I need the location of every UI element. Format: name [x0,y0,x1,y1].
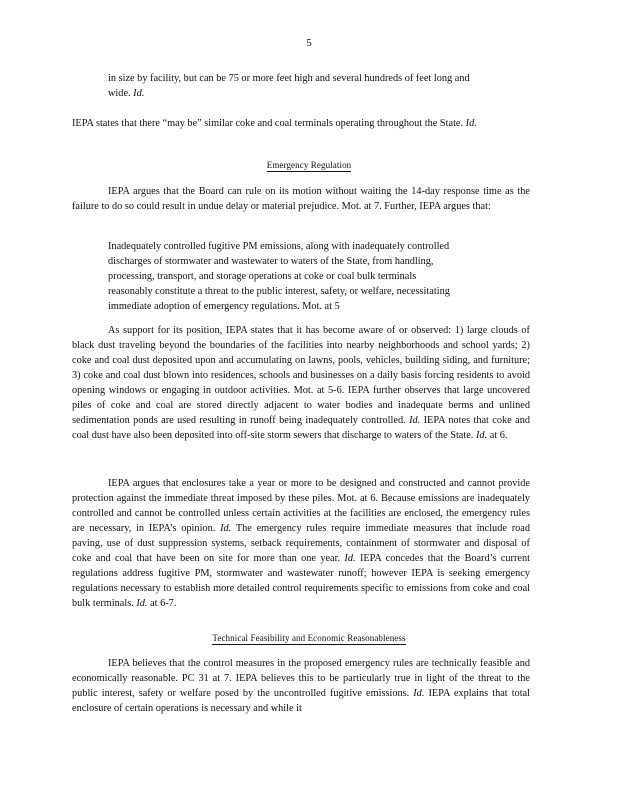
block-quote [108,239,458,314]
paragraph-text: at 6. [489,430,508,441]
paragraph-text: at 6-7. [150,598,177,609]
enclosures-paragraph [72,476,530,611]
believes-paragraph [72,656,530,716]
section-heading-emergency [0,158,618,173]
paragraph-text: IEPA concedes that the Board’s current regulations address fugitive PM, stormwater and wastewater runoff; however IEPA is seeking emergency regulations necessary to establish more detailed control requirements specific to emissions from coke and coal bulk terminals. [72,553,530,609]
paragraph-text: IEPA argues that the Board can rule on its motion without waiting the 14-day response time as the failure to do so could result in undue delay or material prejudice. Mot. at 7. Further, IEPA argues that: [72,186,530,212]
argues-paragraph [72,184,530,214]
continuation-paragraph [108,71,493,101]
heading-text: Technical Feasibility and Economic Reasonableness [212,633,406,643]
paragraph-text: IEPA notes that coke and coal dust have also been deposited into off-site storm sewers that discharge to waters of the State. [72,415,530,441]
citation: Id. [344,553,356,564]
paragraph-text: As support for its position, IEPA states that it has become aware of or observed: 1) large clouds of black dust traveling beyond the boundaries of the facilities into nearby neighborhoods and school yards; 2) coke and coal dust deposited upon and accumulating on lawns, pools, vehicles, building siding, and furniture; 3) coke and coal dust blown into residences, schools and businesses on a daily basis forcing residents to avoid opening windows or engaging in outdoor activities. Mot. at 5-6. IEPA further observes that large uncovered piles of coke and coal are stored directly adjacent to water bodies and inadequate berms and unlined sedimentation ponds are used resulting in runoff being inadequately controlled. [72,325,530,426]
section-heading-technical [0,631,618,646]
citation: Id. [220,523,232,534]
quote-text: Inadequately controlled fugitive PM emissions, along with inadequately controlled discharges of stormwater and wastewater to waters of the State, from handling, processing, transport, and storage operations at coke or coal bulk terminals reasonably constitute a threat to the public interest, safety, or welfare, necessitating immediate adoption of emergency regulations. Mot. at 5 [108,241,450,312]
citation: Id. [465,118,477,129]
citation: Id. [409,415,421,426]
citation: Id. [133,88,145,99]
paragraph-text: in size by facility, but can be 75 or more feet high and several hundreds of feet long and wide. [108,73,470,99]
page-number: 5 [306,37,312,49]
terminals-paragraph [72,116,530,131]
citation: Id. [136,598,148,609]
paragraph-text: IEPA states that there “may be” similar coke and coal terminals operating throughout the State. [72,118,464,129]
citation: Id. [413,688,425,699]
paragraph-text: IEPA explains that total enclosure of certain operations is necessary and while it [72,688,530,714]
citation: Id. [475,430,488,441]
heading-text: Emergency Regulation [266,160,352,170]
paragraph-text: The emergency rules require immediate measures that include road paving, use of dust suppression systems, setback requirements, containment of stormwater and disposal of coke and coal that have been on site for more than one year. [72,523,530,564]
paragraph-text: IEPA argues that enclosures take a year or more to be designed and constructed and cannot provide protection against the immediate threat imposed by these piles. Mot. at 6. Because emissions are inadequately controlled and cannot be controlled unless certain activities at the facilities are enclosed, the emergency rules are necessary, in IEPA’s opinion. [72,478,530,534]
paragraph-text: IEPA believes that the control measures in the proposed emergency rules are technically feasible and economically reasonable. PC 31 at 7. IEPA believes this to be particularly true in light of the threat to the public interest, safety or welfare posed by the uncontrolled fugitive emissions. [72,658,530,699]
support-paragraph [72,323,530,443]
